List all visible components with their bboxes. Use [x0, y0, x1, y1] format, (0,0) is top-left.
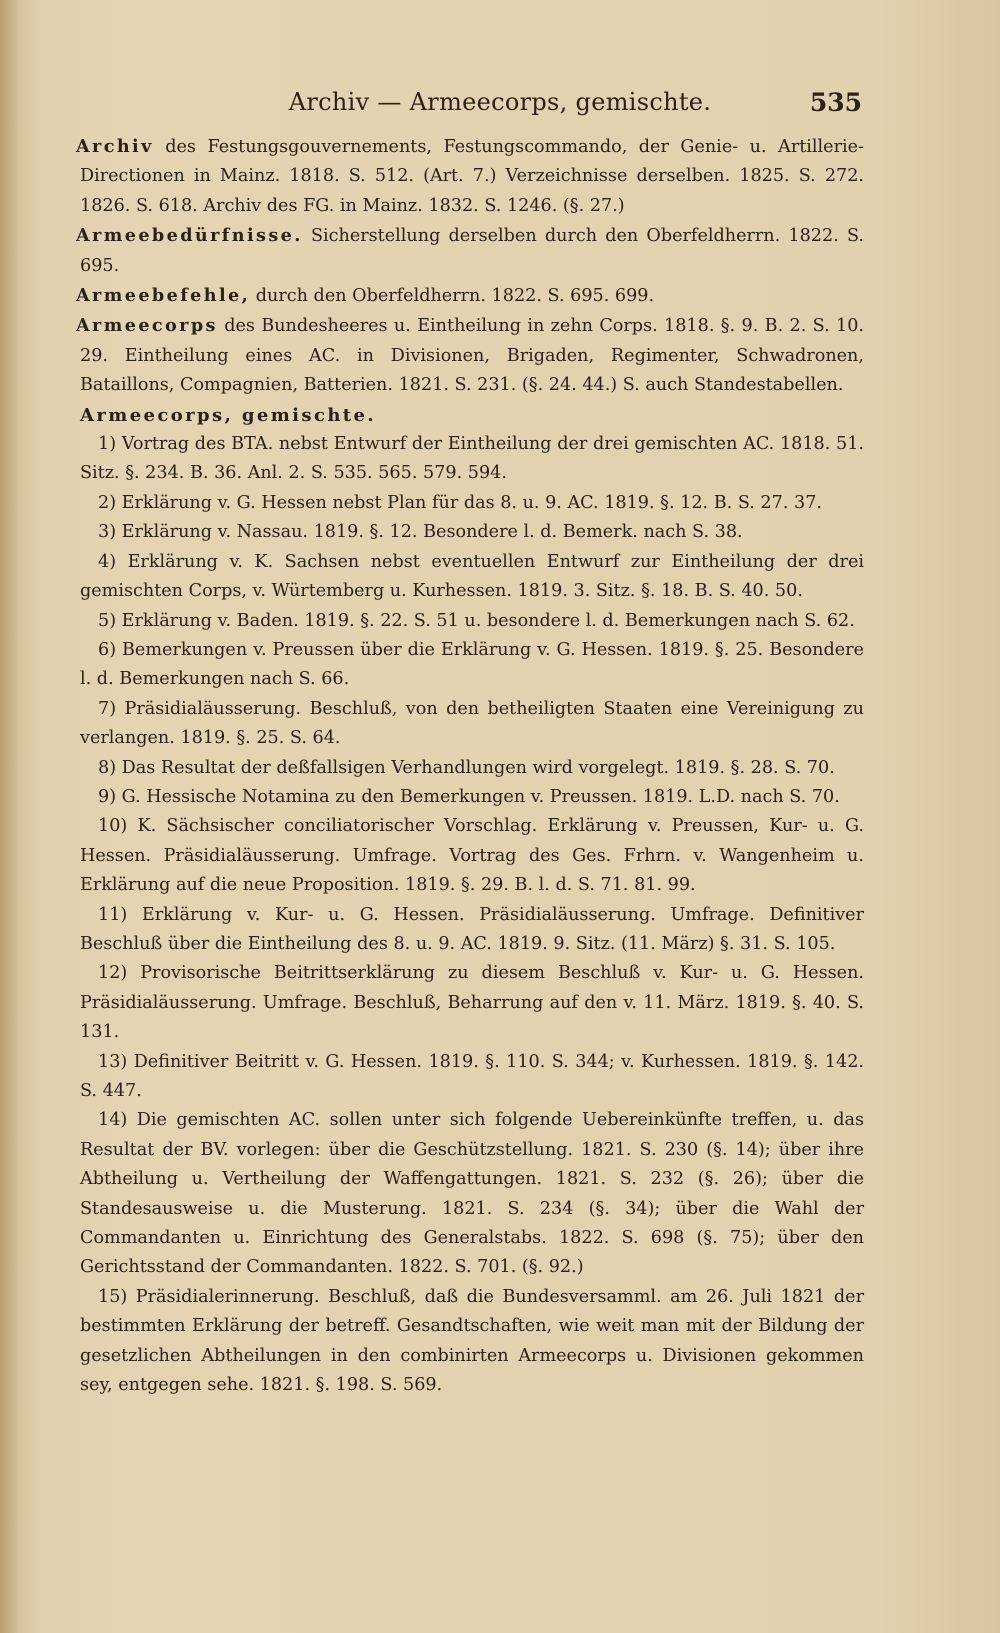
numbered-item: 5) Erklärung v. Baden. 1819. §. 22. S. 51 u. besondere l. d. Bemerkungen nach S. 62. — [98, 610, 855, 631]
entry-text: durch den Oberfeldherrn. 1822. S. 695. 699. — [250, 286, 655, 307]
numbered-item: 14) Die gemischten AC. sollen unter sich folgende Uebereinkünfte treffen, u. das Resultat der BV. vorlegen: über die Geschützstellung. 1821. S. 230 (§. 14); über ihre Abtheilung u. Vertheilung der Waffengattungen. 1821. S. 232 (§. 26); über die Standesausweise u. die Musterung. 1821. S. 234 (§. 34); über die Wahl der Commandanten u. Einrichtung des Generalstabs. 1822. S. 698 (§. 75); über den Gerichtsstand der Commandanten. 1822. S. 701. (§. 92.) — [80, 1110, 864, 1278]
numbered-item: 9) G. Hessische Notamina zu den Bemerkungen v. Preussen. 1819. L.D. nach S. 70. — [98, 786, 840, 807]
numbered-item: 6) Bemerkungen v. Preussen über die Erklärung v. G. Hessen. 1819. §. 25. Besondere l. d. Bemerkungen nach S. 66. — [80, 639, 864, 690]
numbered-item: 7) Präsidialäusserung. Beschluß, von den betheiligten Staaten eine Vereinigung zu verlangen. 1819. §. 25. S. 64. — [80, 698, 864, 749]
numbered-item: 12) Provisorische Beitrittserklärung zu diesem Beschluß v. Kur- u. G. Hessen. Präsidialäusserung. Umfrage. Beschluß, Beharrung auf den v. 11. März. 1819. §. 40. S. 131. — [80, 963, 864, 1043]
numbered-item: 4) Erklärung v. K. Sachsen nebst eventuellen Entwurf zur Eintheilung der drei gemischten Corps, v. Würtemberg u. Kurhessen. 1819. 3. Sitz. §. 18. B. S. 40. 50. — [80, 551, 864, 602]
index-entry — [76, 311, 864, 400]
running-title: Archiv — Armeecorps, gemischte. — [288, 88, 712, 116]
entry-text: des Bundesheeres u. Eintheilung in zehn Corps. 1818. §. 9. B. 2. S. 10. 29. Eintheilung eines AC. in Divisionen, Brigaden, Regimenter, Schwadronen, Bataillons, Compagnien, Batterien. 1821. S. 231. (§. 24. 44.) S. auch Standestabellen. — [80, 316, 864, 396]
entry-text: Sicherstellung derselben durch den Oberfeldherrn. 1822. S. 695. — [80, 226, 864, 276]
numbered-item: 10) K. Sächsischer conciliatorischer Vorschlag. Erklärung v. Preussen, Kur- u. G. Hessen. Präsidialäusserung. Umfrage. Vortrag des Ges. Frhrn. v. Wangenheim u. Erklärung auf die neue Proposition. 1819. §. 29. B. l. d. S. 71. 81. 99. — [80, 816, 864, 896]
numbered-item: 15) Präsidialerinnerung. Beschluß, daß die Bundesversamml. am 26. Juli 1821 der bestimmten Erklärung der betreff. Gesandtschaften, wie weit man mit der Bildung der gesetzlichen Abtheilungen in den combinirten Armeecorps u. Divisionen gekommen sey, entgegen sehe. 1821. §. 198. S. 569. — [80, 1286, 864, 1396]
index-entry — [76, 281, 864, 311]
index-entry — [76, 132, 864, 221]
index-text — [76, 132, 864, 1400]
numbered-item: 8) Das Resultat der deßfallsigen Verhandlungen wird vorgelegt. 1819. §. 28. S. 70. — [98, 757, 835, 778]
numbered-item: 11) Erklärung v. Kur- u. G. Hessen. Präsidialäusserung. Umfrage. Definitiver Beschluß über die Eintheilung des 8. u. 9. AC. 1819. 9. Sitz. (11. März) §. 31. S. 105. — [80, 904, 864, 954]
numbered-item: 2) Erklärung v. G. Hessen nebst Plan für das 8. u. 9. AC. 1819. §. 12. B. S. 27. 37. — [98, 492, 822, 513]
entry-headword: Armeecorps — [76, 315, 218, 337]
page-number: 535 — [809, 88, 862, 117]
numbered-item: 3) Erklärung v. Nassau. 1819. §. 12. Besondere l. d. Bemerk. nach S. 38. — [98, 522, 743, 543]
numbered-item: 13) Definitiver Beitritt v. G. Hessen. 1819. §. 110. S. 344; v. Kurhessen. 1819. §. 142. S. 447. — [80, 1051, 864, 1101]
entry-headword: Armeebefehle, — [76, 285, 251, 307]
entry-headword: Archiv — [76, 136, 154, 157]
page-header — [0, 84, 1000, 124]
entry-text: des Festungsgouvernements, Festungscommando, der Genie- u. Artillerie-Directionen in Mainz. 1818. S. 512. (Art. 7.) Verzeichnisse derselben. 1825. S. 272. 1826. S. 618. Archiv des FG. in Mainz. 1832. S. 1246. (§. 27.) — [80, 137, 864, 216]
numbered-item: 1) Vortrag des BTA. nebst Entwurf der Eintheilung der drei gemischten AC. 1818. 51. Sitz. §. 234. B. 36. Anl. 2. S. 535. 565. 579. 594. — [80, 434, 864, 484]
section-subheading: Armeecorps, gemischte. — [80, 404, 377, 426]
index-entry — [76, 221, 864, 281]
entry-headword: Armeebedürfnisse. — [76, 225, 303, 247]
